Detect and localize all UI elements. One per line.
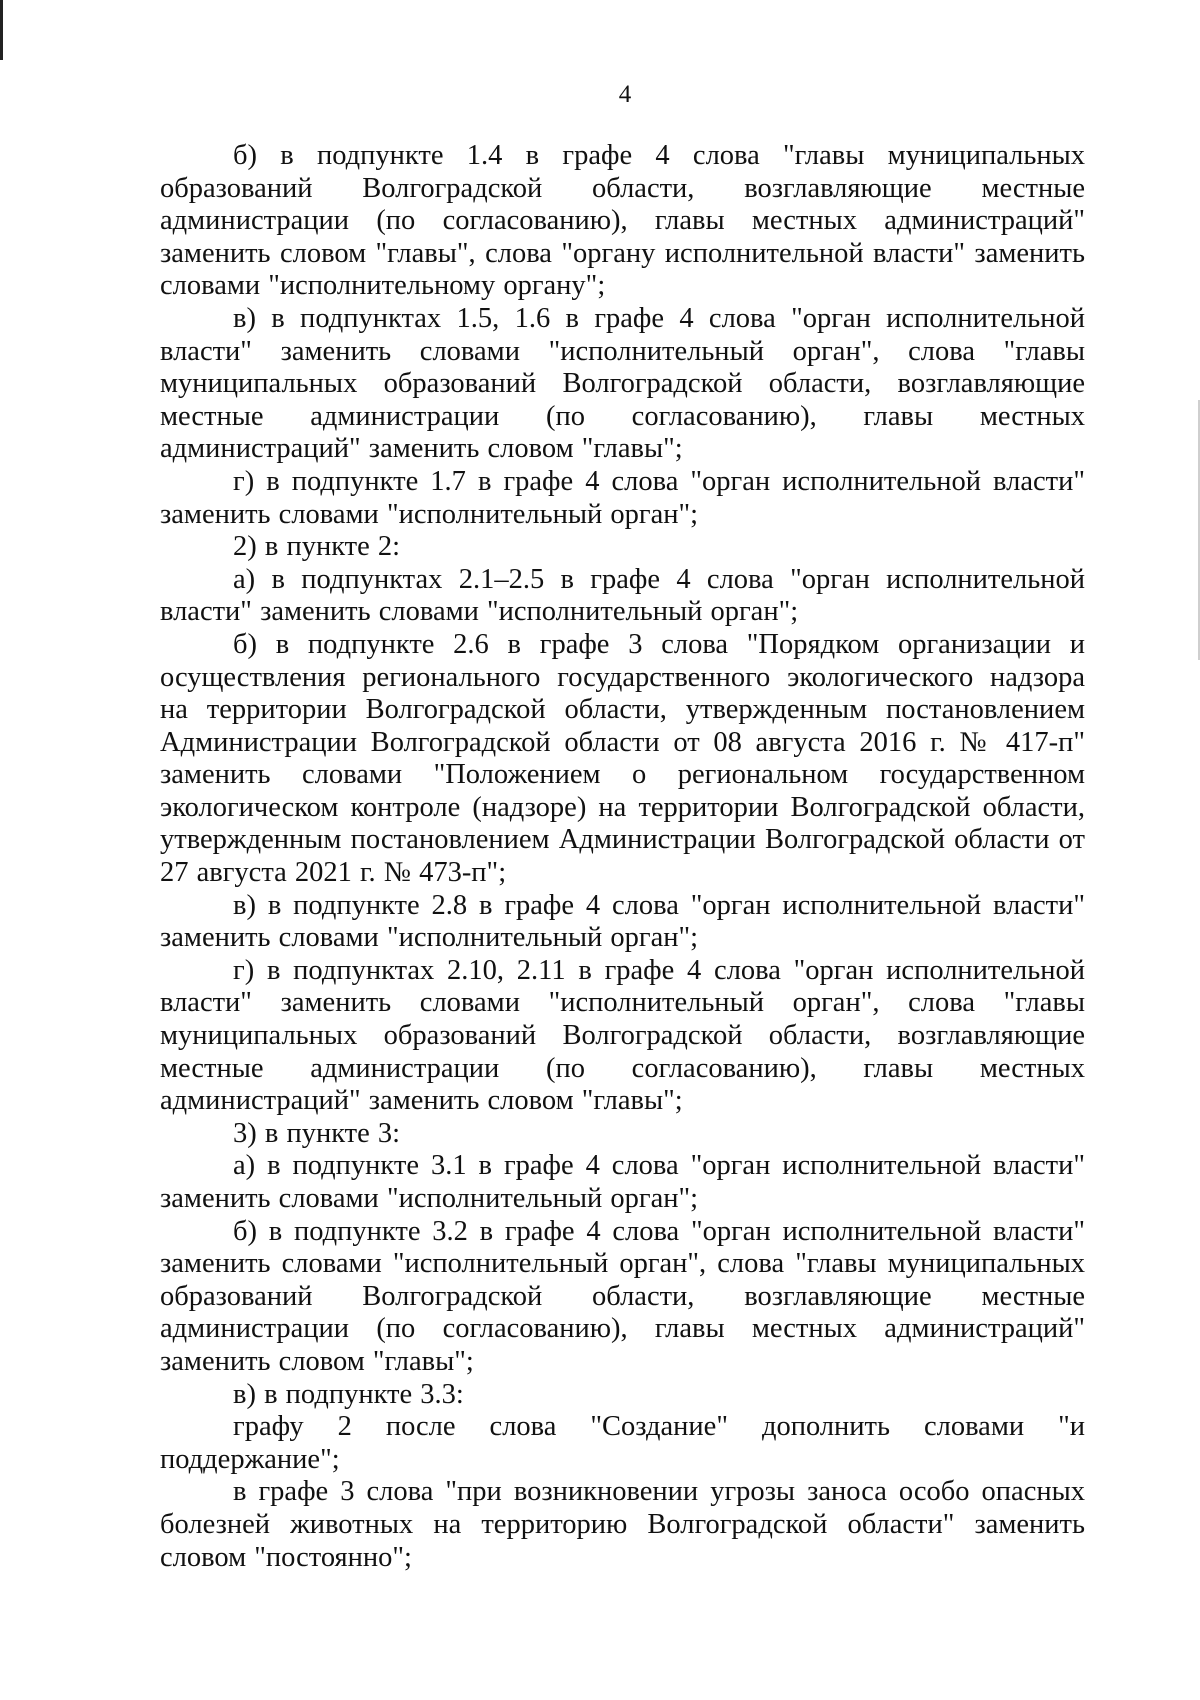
paragraph-column-2-addition: графу 2 после слова "Создание" дополнить словами "и поддержание"; — [160, 1411, 1085, 1475]
paragraph-column-3-replacement: в графе 3 слова "при возникновении угрозы заноса особо опасных болезней животных на территорию Волгоградской области" заменить словом "постоянно"; — [160, 1476, 1085, 1573]
paragraph-2g-subitems-2-10-2-11: г) в подпунктах 2.10, 2.11 в графе 4 слова "орган исполнительной власти" заменить словами "исполнительный орган", слова "главы муниципальных образований Волгоградской области, возглавляющие местные администрации (по согласованию), главы местных администраций" заменить словом "главы"; — [160, 954, 1085, 1117]
page-number: 4 — [618, 81, 632, 108]
paragraph-item-2: 2) в пункте 2: — [233, 531, 401, 563]
document-body — [160, 140, 1085, 1574]
paragraph-1g-subitem-1-7: г) в подпункте 1.7 в графе 4 слова "орган исполнительной власти" заменить словами "исполнительный орган"; — [160, 465, 1085, 530]
paragraph-2a-subitems-2-1-2-5: а) в подпунктах 2.1–2.5 в графе 4 слова "орган исполнительной власти" заменить словами "исполнительный орган"; — [160, 563, 1085, 628]
paragraph-3a-subitem-3-1: а) в подпункте 3.1 в графе 4 слова "орган исполнительной власти" заменить словами "исполнительный орган"; — [160, 1150, 1085, 1214]
paragraph-3b-subitem-3-2: б) в подпункте 3.2 в графе 4 слова "орган исполнительной власти" заменить словами "исполнительный орган", слова "главы муниципальных образований Волгоградской области, возглавляющие местные администрации (по согласованию), главы местных администраций" заменить словом "главы"; — [160, 1215, 1085, 1377]
paragraph-1v-subitems-1-5-1-6: в) в подпунктах 1.5, 1.6 в графе 4 слова "орган исполнительной власти" заменить словами "исполнительный орган", слова "главы муниципальных образований Волгоградской области, возглавляющие местные администрации (по согласованию), главы местных администраций" заменить словом "главы"; — [160, 302, 1085, 465]
paragraph-3v-subitem-3-3: в) в подпункте 3.3: — [233, 1378, 464, 1410]
paragraph-1b-subitem-1-4: б) в подпункте 1.4 в графе 4 слова "главы муниципальных образований Волгоградской области, возглавляющие местные администрации (по согласованию), главы местных администраций" заменить словом "главы", слова "органу исполнительной власти" заменить словами "исполнительному органу"; — [160, 140, 1085, 302]
paragraph-2b-subitem-2-6: б) в подпункте 2.6 в графе 3 слова "Порядком организации и осуществления регионального государственного экологического надзора на территории Волгоградской области, утвержденным постановлением Администрации Волгоградской области от 08 августа 2016 г. № 417-п" заменить словами "Положением о региональном государственном экологическом контроле (надзоре) на территории Волгоградской области, утвержденным постановлением Администрации Волгоградской области от 27 августа 2021 г. № 473-п"; — [160, 628, 1085, 889]
scan-edge-mark — [0, 0, 3, 60]
paragraph-item-3: 3) в пункте 3: — [233, 1117, 401, 1149]
paragraph-2v-subitem-2-8: в) в подпункте 2.8 в графе 4 слова "орган исполнительной власти" заменить словами "исполнительный орган"; — [160, 889, 1085, 954]
